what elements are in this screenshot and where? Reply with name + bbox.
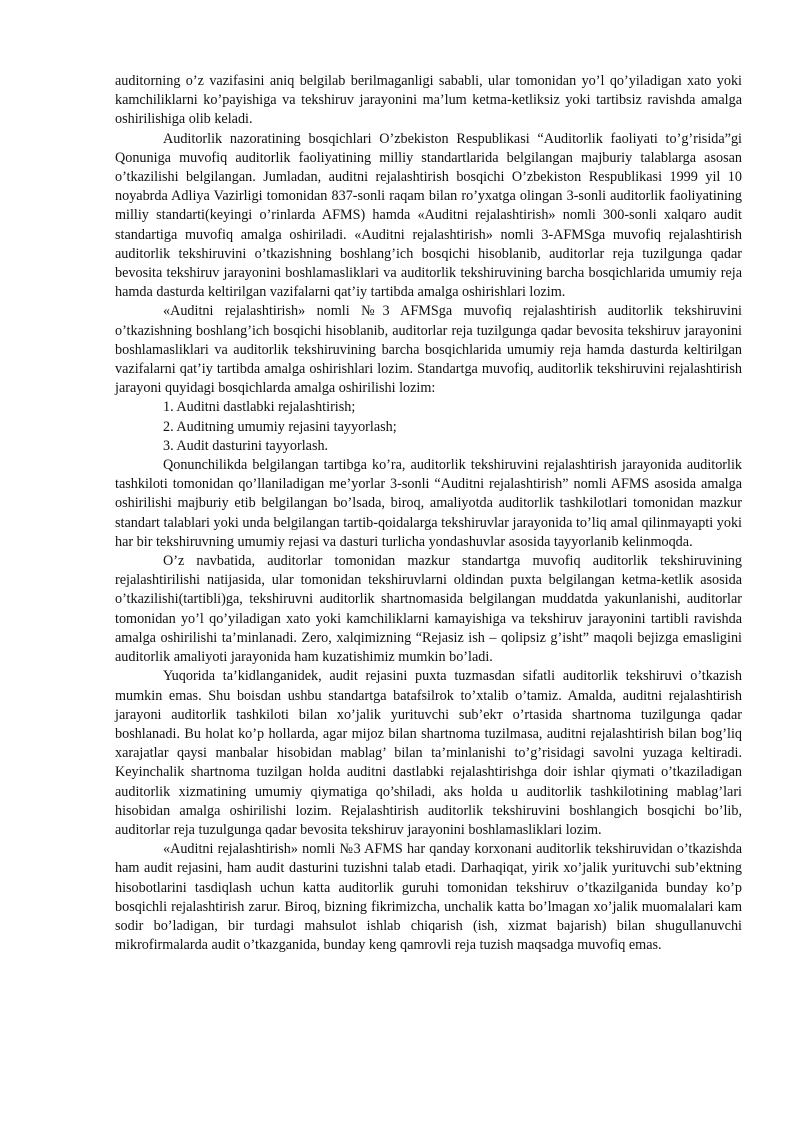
list-item: 3. Audit dasturini tayyorlash.	[163, 437, 329, 454]
list-item: 2. Auditning umumiy rejasini tayyorlash;	[163, 418, 397, 435]
paragraph-afms-planning: «Auditni rejalashtirish» nomli №3 AFMSga muvofiq rejalashtirish auditorlik tekshiruvini o’tkazishning boshlang’ich bosqichi hisoblanib, auditorlar reja tuzilgunga qadar bevosita tekshiruv jarayonini boshlamasliklari va auditorlik tekshiruvining barcha bosqichlarida umumiy reja hamda dasturda keltirilgan vazifalarni qat’iy tartibda amalga oshirishlari lozim. Standartga muvofiq, auditorlik tekshiruvini rejalashtirish jarayoni quyidagi bosqichlarda amalga oshirilishi lozim:	[115, 303, 742, 397]
paragraph-audit-plan: Yuqorida ta’kidlanganidek, audit rejasini puxta tuzmasdan sifatli auditorlik tekshiruvi o’tkazish mumkin emas. Shu boisdan ushbu standartga batafsilrok to’xtalib o’tamiz. Amalda, auditni rejalashtirish jarayoni auditorlik tashkiloti bilan xo’jalik yurituvchi sub’ekт o’rtasida shartnoma tuzilgunga qadar boshlanadi. Bu holat ko’p hollarda, agar mijoz bilan shartnoma tuzilmasa, auditni rejalashtirish bilan bog’liq xarajatlar qaysi manbalar hisobidan mablag’ bilan ta’minlanishi to’g’risidagi savolni yuzaga keltiradi. Keyinchalik shartnoma tuzilgan holda auditni dastlabki rejalashtirishga doir ishlar qiymati o’tkaziladigan auditorlik xizmatining umumiy qiymatiga qo’shiladi, aks holda u auditorlik tashkilotining mablag’lari hisobidan amalga oshirilishi lozim. Rejalashtirish auditorlik tekshiruvini boshlangich bosqichi bo’lib, auditorlar reja tuzulgunga qadar bevosita tekshiruv jarayonini boshlamasliklari lozim.	[115, 668, 742, 838]
list-item: 1. Auditni dastlabki rejalashtirish;	[163, 399, 356, 416]
paragraph-intro: auditorning o’z vazifasini aniq belgilab berilmaganligi sababli, ular tomonidan yo’l qo’yiladigan xato yoki kamchiliklarni ko’payishiga va tekshiruv jarayonini ma’lum ketma-ketliksiz yoki tartibsiz ravishda amalga oshirilishiga olib keladi.	[115, 73, 742, 128]
paragraph-audit-stages: Auditorlik nazoratining bosqichlari O’zbekiston Respublikasi “Auditorlik faoliyati to’g’risida”gi Qonuniga muvofiq auditorlik faoliyatining milliy standartlarida belgilangan majburiy talablarga asosan o’tkazilishi belgilangan. Jumladan, auditni rejalashtirish bosqichi O’zbekiston Respublikasi 1999 yil 10 noyabrda Adliya Vazirligi tomonidan 837-sonli raqam bilan ro’yxatga olingan 3-sonli auditorlik faoliyatining milliy standarti(keyingi o’rinlarda AFMS) hamda «Auditni rejalashtirish» nomli 300-sonli xalqaro audit standartiga muvofiq amalga oshiriladi. «Auditni rejalashtirish» nomli 3-AFMSga muvofiq rejalashtirish auditorlik tekshiruvini o’tkazishning boshlang’ich bosqichi hisoblanib, auditorlar reja tuzilgunga qadar bevosita tekshiruv jarayonini boshlamasliklari va auditorlik tekshiruvining barcha bosqichlarida umumiy reja hamda dasturda keltirilgan vazifalarni qat’iy tartibda amalga oshirishlari lozim.	[115, 130, 742, 301]
planning-stages-list	[115, 398, 742, 456]
paragraph-standard-result: O’z navbatida, auditorlar tomonidan mazkur standartga muvofiq auditorlik tekshiruvining rejalashtirilishi natijasida, ular tomonidan tekshiruvlarni oldindan puxta belgilangan ketma-ketlik asosida o’tkazilishi(tartibli)ga, tekshiruvni auditorlik shartnomasida belgilangan muddatda yakunlanishi, auditorlar tomonidan yo’l qo’yiladigan xato yoki kamchiliklarni kamayishiga va tekshiruv jarayonini tartibli ravishda amalga oshirilishi ta’minlanadi. Zero, xalqimizning “Rejasiz ish – qolipsiz g’isht” maqoli bejizga emasligini auditorlik amaliyoti jarayonida ham kuzatishimiz mumkin bo’ladi.	[115, 553, 742, 666]
paragraph-afms3-requirements: «Auditni rejalashtirish» nomli №3 AFMS har qanday korxonani auditorlik tekshiruvidan o’tkazishda ham audit rejasini, ham audit dasturini tuzishni talab etadi. Darhaqiqat, yirik xo’jalik yurituvchi sub’ektning hisobotlarini tasdiqlash uchun katta auditorlik guruhi tomonidan tekshiruv o’tkazilganida bunday ko’p bosqichli rejalashtirish zarur. Biroq, bizning fikrimizcha, unchalik katta bo’lmagan xo’jalik muomalalari kam sodir bo’ladigan, bir turdagi mahsulot ishlab chiqarish (ish, xizmat bajarish) bilan shugullanuvchi mikrofirmalarda audit o’tkazganida, bunday keng qamrovli reja tuzish maqsadga muvofiq emas.	[115, 841, 742, 954]
document-page	[115, 72, 742, 955]
paragraph-legislation: Qonunchilikda belgilangan tartibga ko’ra, auditorlik tekshiruvini rejalashtirish jarayonida auditorlik tashkiloti tomonidan qo’llaniladigan me’yorlar 3-sonli “Auditni rejalashtirish” nomli AFMS asosida amalga oshirilishi majburiy etib belgilangan bo’lsada, biroq, amaliyotda auditorlik tashkilotlari tomonidan mazkur standart talablari yoki unda belgilangan tartib-qoidalarga tekshiruvlar jarayonida to’liq amal qilinmayapti yoki har bir tekshiruvning umumiy rejasi va dasturi turlicha yondashuvlar asosida tayyorlanib kelinmoqda.	[115, 457, 742, 550]
